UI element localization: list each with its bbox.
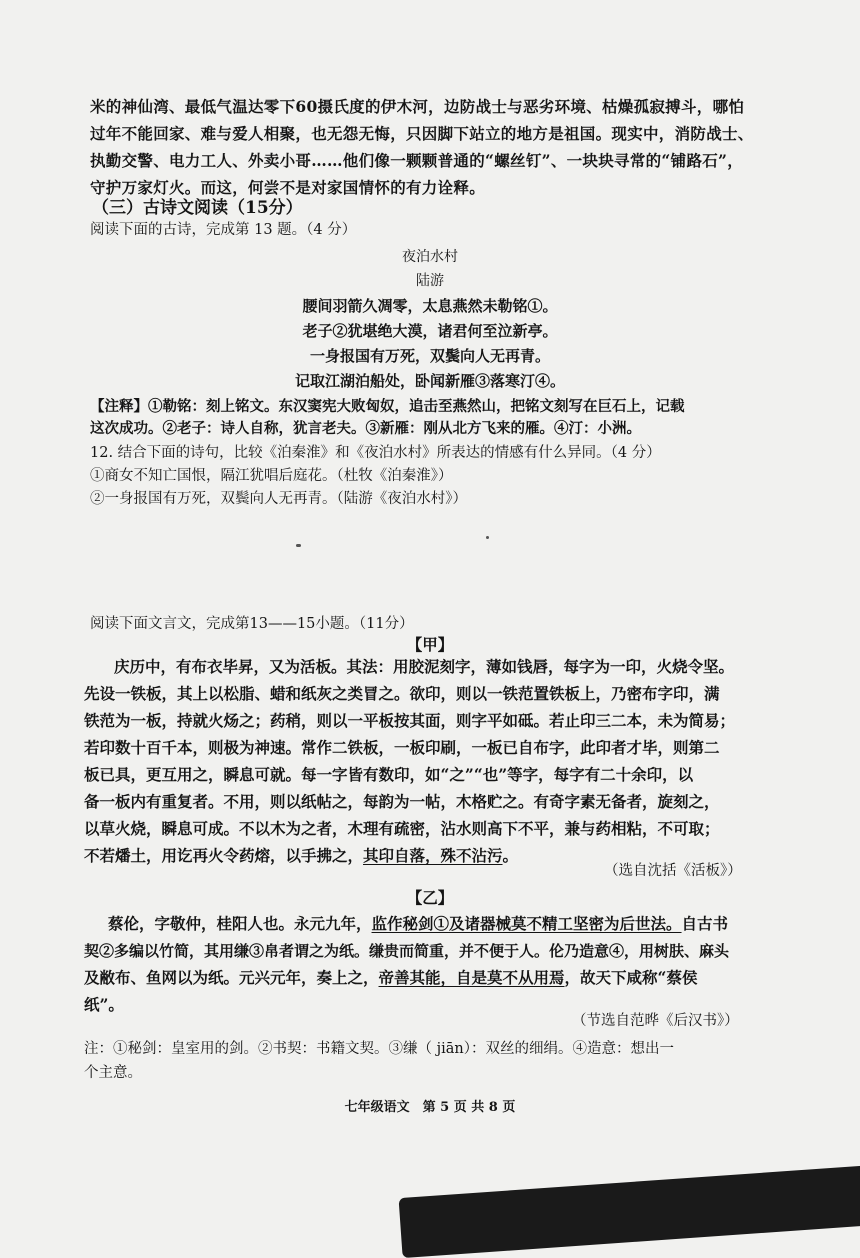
question-12-prompt: 12. 结合下面的诗句，比较《泊秦淮》和《夜泊水村》所表达的情感有什么异同。（4 分） xyxy=(90,445,661,461)
question-12-line-2: ②一身报国有万死，双鬓向人无再青。（陆游《夜泊水村》） xyxy=(90,491,467,507)
yi-underlined-sentence-2: 帝善其能，自是莫不从用焉 xyxy=(378,968,565,987)
poem-line-3: 一身报国有万死，双鬓向人无再青。 xyxy=(309,347,550,365)
poem-title: 夜泊水村 xyxy=(402,249,458,265)
classical-instruction: 阅读下面文言文，完成第13——15小题。（11分） xyxy=(90,616,414,632)
jia-underlined-sentence: 其印自落，殊不沾污 xyxy=(363,846,503,865)
yi-line-4: 纸”。 xyxy=(84,995,124,1014)
jia-line-5: 板已具，更互用之，瞬息可就。每一字皆有数印，如“之”“也”等字，每字有二十余印，以 xyxy=(84,765,694,784)
jia-line-7: 以草火烧，瞬息可成。不以木为之者，木理有疏密，沾水则高下不平，兼与药相粘，不可取； xyxy=(84,819,720,838)
jia-source: （选自沈括《活板》） xyxy=(604,863,742,879)
poem-note-line-2: 这次成功。②老子：诗人自称，犹言老夫。③新雁：刚从北方飞来的雁。④汀：小洲。 xyxy=(90,420,641,437)
jia-line-2: 先设一铁板，其上以松脂、蜡和纸灰之类冒之。欲印，则以一铁范置铁板上，乃密布字印，满 xyxy=(84,684,720,703)
scan-shadow xyxy=(399,1162,860,1258)
jia-line-8 xyxy=(84,846,518,866)
intro-line-2: 过年不能回家、难与爱人相聚，也无怨无悔，只因脚下站立的地方是祖国。现实中，消防战士、 xyxy=(90,124,754,143)
yi-source: （节选自范晔《后汉书》） xyxy=(572,1013,739,1029)
yi-line-1-text: 蔡伦，字敬仲，桂阳人也。永元九年， xyxy=(108,914,372,933)
jia-line-3: 铁范为一板，持就火炀之；药稍，则以一平板按其面，则字平如砥。若止印三二本，未为简易； xyxy=(84,711,736,730)
poem-author: 陆游 xyxy=(416,273,444,289)
yi-underlined-sentence-1: 监作秘剑①及诸器械莫不精工坚密为后世法。 xyxy=(371,914,682,933)
passage-yi-label: 【乙】 xyxy=(406,888,454,907)
yi-line-1 xyxy=(108,914,728,934)
yi-line-1-end: 自古书 xyxy=(681,914,729,933)
jia-line-6: 备一板内有重复者。不用，则以纸帖之，每韵为一帖，木格贮之。有奇字素无备者，旋刻之， xyxy=(84,792,720,811)
poem-note-line-1: 【注释】①勒铭：刻上铭文。东汉窦宪大败匈奴，追击至燕然山，把铭文刻写在巨石上，记载 xyxy=(90,398,685,415)
section-heading: （三）古诗文阅读（15分） xyxy=(92,198,303,218)
poem-instruction: 阅读下面的古诗，完成第 13 题。（4 分） xyxy=(90,222,357,238)
yi-line-3-end: ，故天下咸称“蔡侯 xyxy=(564,968,698,987)
page-footer: 七年级语文 第 5 页 共 8 页 xyxy=(344,1100,516,1115)
yi-note-line-2: 个主意。 xyxy=(84,1065,142,1081)
passage-jia-label: 【甲】 xyxy=(406,635,454,654)
yi-note-line-1: 注：①秘剑：皇室用的剑。②书契：书籍文契。③缣（ jiān）：双丝的细绢。④造意：想出一 xyxy=(84,1041,674,1057)
poem-line-2: 老子②犹堪绝大漠，诸君何至泣新亭。 xyxy=(302,322,558,340)
yi-line-2: 契②多编以竹简，其用缣③帛者谓之为纸。缣贵而简重，并不便于人。伦乃造意④，用树肤、麻头 xyxy=(84,942,730,960)
jia-line-4: 若印数十百千本，则极为神速。常作二铁板，一板印刷，一板已自布字，此印者才毕，则第二 xyxy=(84,738,720,757)
scan-speck xyxy=(486,536,489,539)
yi-line-3 xyxy=(84,968,697,988)
intro-line-1: 米的神仙湾、最低气温达零下60摄氏度的伊木河，边防战士与恶劣环境、枯燥孤寂搏斗，哪怕 xyxy=(90,97,745,116)
jia-line-1: 庆历中，有布衣毕昇，又为活板。其法：用胶泥刻字，薄如钱唇，每字为一印，火烧令坚。 xyxy=(114,657,735,676)
jia-line-8-end: 。 xyxy=(502,846,519,865)
scan-speck xyxy=(296,544,301,547)
yi-line-3-text: 及敝布、鱼网以为纸。元兴元年，奏上之， xyxy=(84,968,379,987)
intro-line-4: 守护万家灯火。而这，何尝不是对家国情怀的有力诠释。 xyxy=(90,178,486,197)
intro-line-3: 执勤交警、电力工人、外卖小哥……他们像一颗颗普通的“螺丝钉”、一块块寻常的“铺路石”， xyxy=(90,151,744,170)
poem-line-1: 腰间羽箭久凋零，太息燕然未勒铭①。 xyxy=(302,297,558,315)
question-12-line-1: ①商女不知亡国恨，隔江犹唱后庭花。（杜牧《泊秦淮》） xyxy=(90,468,453,484)
poem-line-4: 记取江湖泊船处，卧闻新雁③落寒汀④。 xyxy=(294,372,565,390)
jia-line-8-text: 不若燔土，用讫再火令药熔，以手拂之， xyxy=(84,846,364,865)
